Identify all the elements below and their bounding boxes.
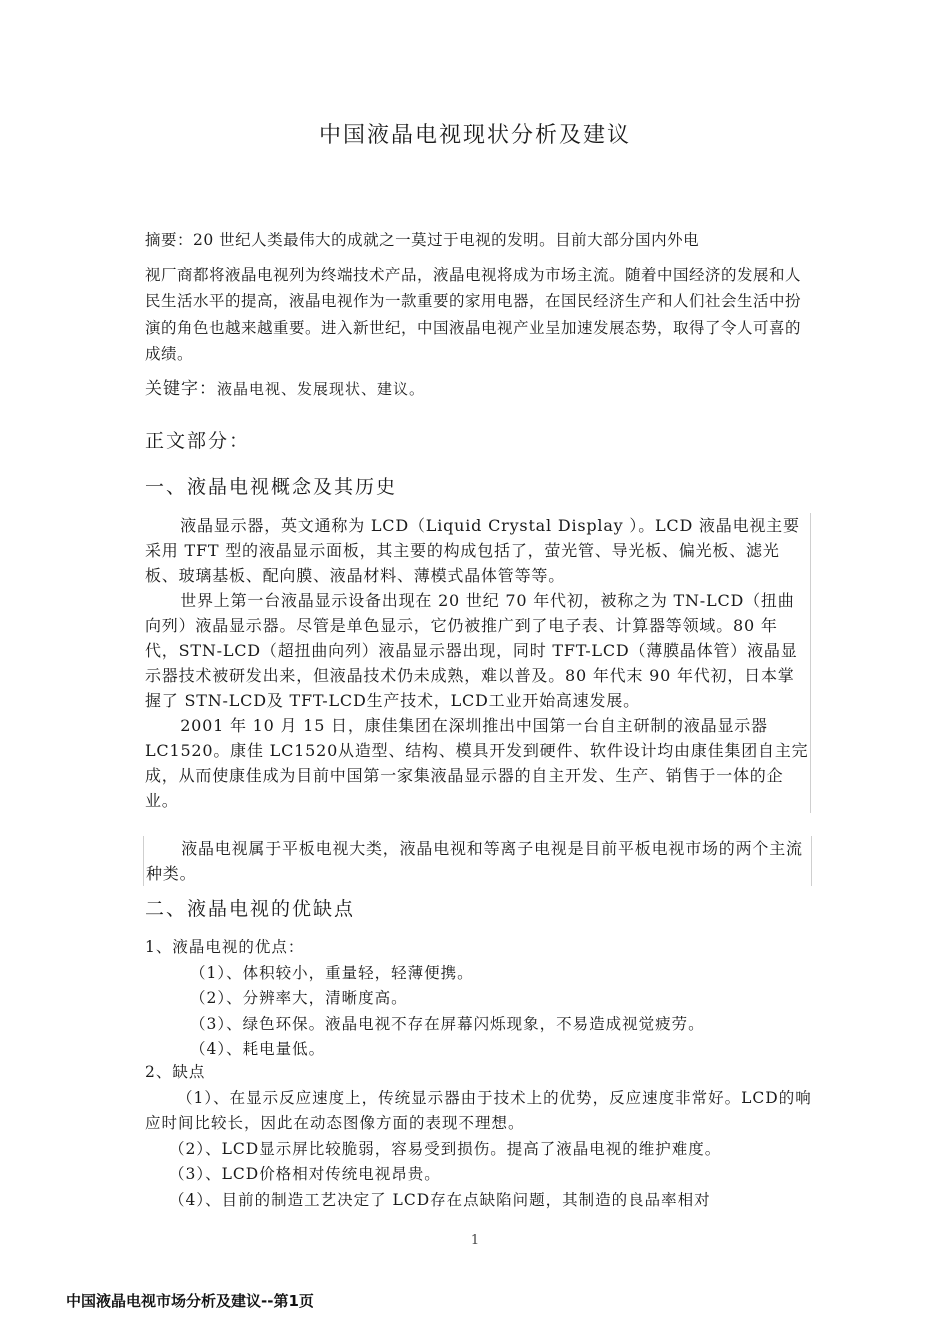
- list-item: （4）、耗电量低。: [190, 1040, 326, 1058]
- paragraph: 2001 年 10 月 15 日，康佳集团在深圳推出中国第一台自主研制的液晶显示器 LC1520。康佳 LC1520从造型、结构、模具开发到硬件、软件设计均由康佳集团自主完成，从而使康佳成为目前中国第一家集液晶显示器的自主开发、生产、销售于一体的企业。: [145, 716, 809, 810]
- list-item: （3）、绿色环保。液晶电视不存在屏幕闪烁现象，不易造成视觉疲劳。: [190, 1014, 705, 1033]
- disadvantages-label: 2、缺点: [145, 1063, 206, 1081]
- disadvantages-list: [145, 1060, 825, 1213]
- body-label: 正文部分：: [145, 430, 251, 452]
- advantages-list: [145, 935, 825, 1063]
- paragraph: 液晶电视属于平板电视大类，液晶电视和等离子电视是目前平板电视市场的两个主流种类。: [146, 839, 803, 883]
- list-item: （2）、LCD显示屏比较脆弱，容易受到损伤。提高了液晶电视的维护难度。: [169, 1139, 722, 1158]
- keywords: [145, 374, 810, 399]
- list-item: （2）、分辨率大，清晰度高。: [190, 989, 408, 1007]
- page-number: 1: [470, 1233, 480, 1248]
- list-item: （1）、在显示反应速度上，传统显示器由于技术上的优势，反应速度非常好。LCD的响应时间比较长，因此在动态图像方面的表现不理想。: [145, 1088, 812, 1132]
- document-title: 中国液晶电视现状分析及建议: [318, 123, 631, 148]
- abstract: [145, 227, 810, 368]
- paragraph: 液晶显示器，英文通称为 LCD（Liquid Crystal Display ）。LCD 液晶电视主要采用 TFT 型的液晶显示面板，其主要的构成包括了，萤光管、导光板、偏光板、滤光板、玻璃基板、配向膜、液晶材料、薄模式晶体管等等。: [145, 516, 800, 585]
- list-item: （1）、体积较小，重量轻，轻薄便携。: [190, 963, 474, 982]
- list-item: （3）、LCD价格相对传统电视昂贵。: [169, 1165, 441, 1183]
- section-1-text: [145, 513, 811, 813]
- list-item: （4）、目前的制造工艺决定了 LCD存在点缺陷问题，其制造的良品率相对: [169, 1190, 711, 1209]
- paragraph: 世界上第一台液晶显示设备出现在 20 世纪 70 年代初，被称之为 TN-LCD（扭曲向列）液晶显示器。尽管是单色显示，它仍被推广到了电子表、计算器等领域。80 年代，STN-LCD（超扭曲向列）液晶显示器出现，同时 TFT-LCD（薄膜晶体管）液晶显示器技术被研发出来，但液晶技术仍未成熟，难以普及。80 年代末 90 年代初，日本掌握了 STN-LCD及 TFT-LCD生产技术，LCD工业开始高速发展。: [145, 591, 798, 710]
- abstract-body: 视厂商都将液晶电视列为终端技术产品，液晶电视将成为市场主流。随着中国经济的发展和人民生活水平的提高，液晶电视作为一款重要的家用电器，在国民经济生产和人们社会生活中扮演的角色也越来越重要。进入新世纪，中国液晶电视产业呈加速发展态势，取得了令人可喜的成绩。: [145, 265, 802, 363]
- advantages-label: 1、液晶电视的优点：: [145, 938, 305, 956]
- keywords-label: 关键字：: [145, 379, 217, 399]
- section-1-heading: 一、液晶电视概念及其历史: [145, 476, 398, 498]
- section-2-heading: 二、液晶电视的优缺点: [145, 898, 356, 920]
- page-footer: 中国液晶电视市场分析及建议--第1页: [66, 1292, 314, 1310]
- keywords-value: 液晶电视、发展现状、建议。: [217, 380, 426, 398]
- section-1-last-paragraph: [143, 836, 812, 886]
- abstract-line-1: 摘要：20 世纪人类最伟大的成就之一莫过于电视的发明。目前大部分国内外电: [145, 231, 700, 249]
